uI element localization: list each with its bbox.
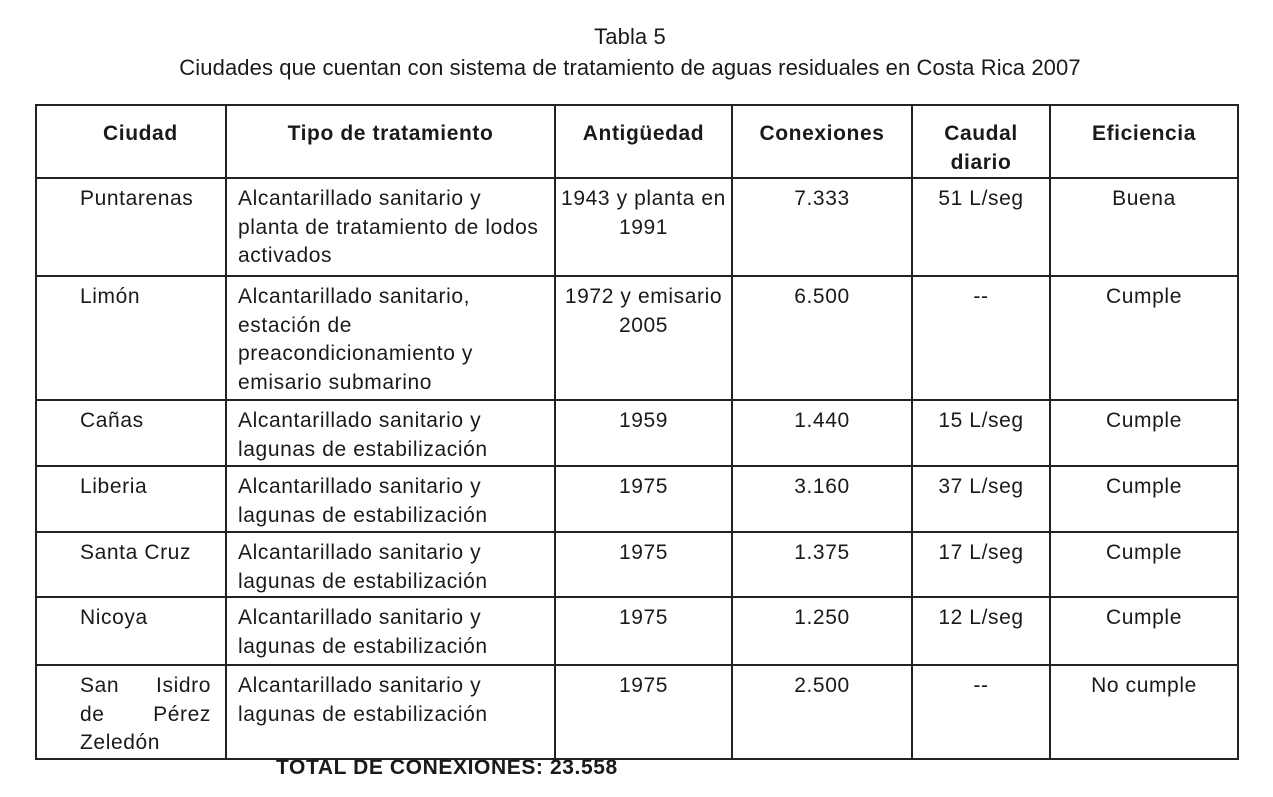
- table-row: [36, 276, 1238, 400]
- cell-ciudad: Santa Cruz: [36, 532, 226, 597]
- cell-eficiencia: Buena: [1050, 178, 1238, 276]
- cell-conexiones: 3.160: [732, 466, 912, 532]
- cell-conexiones: 1.375: [732, 532, 912, 597]
- cell-tipo: Alcantarillado sanitario y lagunas de estabilización: [226, 532, 555, 597]
- cell-eficiencia: Cumple: [1050, 466, 1238, 532]
- header-ciudad: Ciudad: [36, 105, 226, 178]
- cell-caudal: 15 L/seg: [912, 400, 1050, 466]
- header-antiguedad: Antigüedad: [555, 105, 732, 178]
- cell-ciudad: Cañas: [36, 400, 226, 466]
- header-row: [36, 105, 1238, 178]
- cell-eficiencia: Cumple: [1050, 597, 1238, 665]
- cell-antiguedad: 1975: [555, 665, 732, 759]
- cell-ciudad: Liberia: [36, 466, 226, 532]
- cell-conexiones: 6.500: [732, 276, 912, 400]
- total-connections: TOTAL DE CONEXIONES: 23.558: [276, 756, 618, 779]
- cell-tipo: Alcantarillado sanitario y lagunas de estabilización: [226, 400, 555, 466]
- data-table: [35, 104, 1239, 760]
- cell-tipo: Alcantarillado sanitario, estación de preacondicionamiento y emisario submarino: [226, 276, 555, 400]
- table-subtitle: Ciudades que cuentan con sistema de tratamiento de aguas residuales en Costa Rica 2007: [179, 55, 1081, 80]
- table-row: [36, 665, 1238, 759]
- cell-tipo: Alcantarillado sanitario y lagunas de estabilización: [226, 466, 555, 532]
- cell-tipo: Alcantarillado sanitario y lagunas de estabilización: [226, 597, 555, 665]
- cell-caudal: 51 L/seg: [912, 178, 1050, 276]
- cell-ciudad: Nicoya: [36, 597, 226, 665]
- cell-antiguedad: 1975: [555, 532, 732, 597]
- cell-antiguedad: 1943 y planta en 1991: [555, 178, 732, 276]
- table-row: [36, 466, 1238, 532]
- cell-eficiencia: Cumple: [1050, 400, 1238, 466]
- cell-antiguedad: 1959: [555, 400, 732, 466]
- cell-ciudad: Puntarenas: [36, 178, 226, 276]
- cell-caudal: 37 L/seg: [912, 466, 1050, 532]
- cell-conexiones: 1.440: [732, 400, 912, 466]
- cell-ciudad: San Isidro de Pérez Zeledón: [36, 665, 226, 759]
- cell-caudal: 17 L/seg: [912, 532, 1050, 597]
- cell-antiguedad: 1972 y emisario 2005: [555, 276, 732, 400]
- cell-antiguedad: 1975: [555, 466, 732, 532]
- table-row: [36, 400, 1238, 466]
- cell-caudal: --: [912, 276, 1050, 400]
- table-row: [36, 178, 1238, 276]
- cell-eficiencia: No cumple: [1050, 665, 1238, 759]
- cell-caudal: 12 L/seg: [912, 597, 1050, 665]
- cell-conexiones: 1.250: [732, 597, 912, 665]
- header-tipo: Tipo de tratamiento: [226, 105, 555, 178]
- cell-eficiencia: Cumple: [1050, 532, 1238, 597]
- cell-conexiones: 7.333: [732, 178, 912, 276]
- cell-ciudad: Limón: [36, 276, 226, 400]
- table-row: [36, 532, 1238, 597]
- table-title: Tabla 5: [594, 24, 666, 49]
- header-conexiones: Conexiones: [732, 105, 912, 178]
- cell-caudal: --: [912, 665, 1050, 759]
- cell-eficiencia: Cumple: [1050, 276, 1238, 400]
- header-caudal: Caudal diario: [912, 105, 1050, 178]
- table-row: [36, 597, 1238, 665]
- cell-tipo: Alcantarillado sanitario y lagunas de estabilización: [226, 665, 555, 759]
- header-eficiencia: Eficiencia: [1050, 105, 1238, 178]
- cell-antiguedad: 1975: [555, 597, 732, 665]
- cell-tipo: Alcantarillado sanitario y planta de tratamiento de lodos activados: [226, 178, 555, 276]
- cell-conexiones: 2.500: [732, 665, 912, 759]
